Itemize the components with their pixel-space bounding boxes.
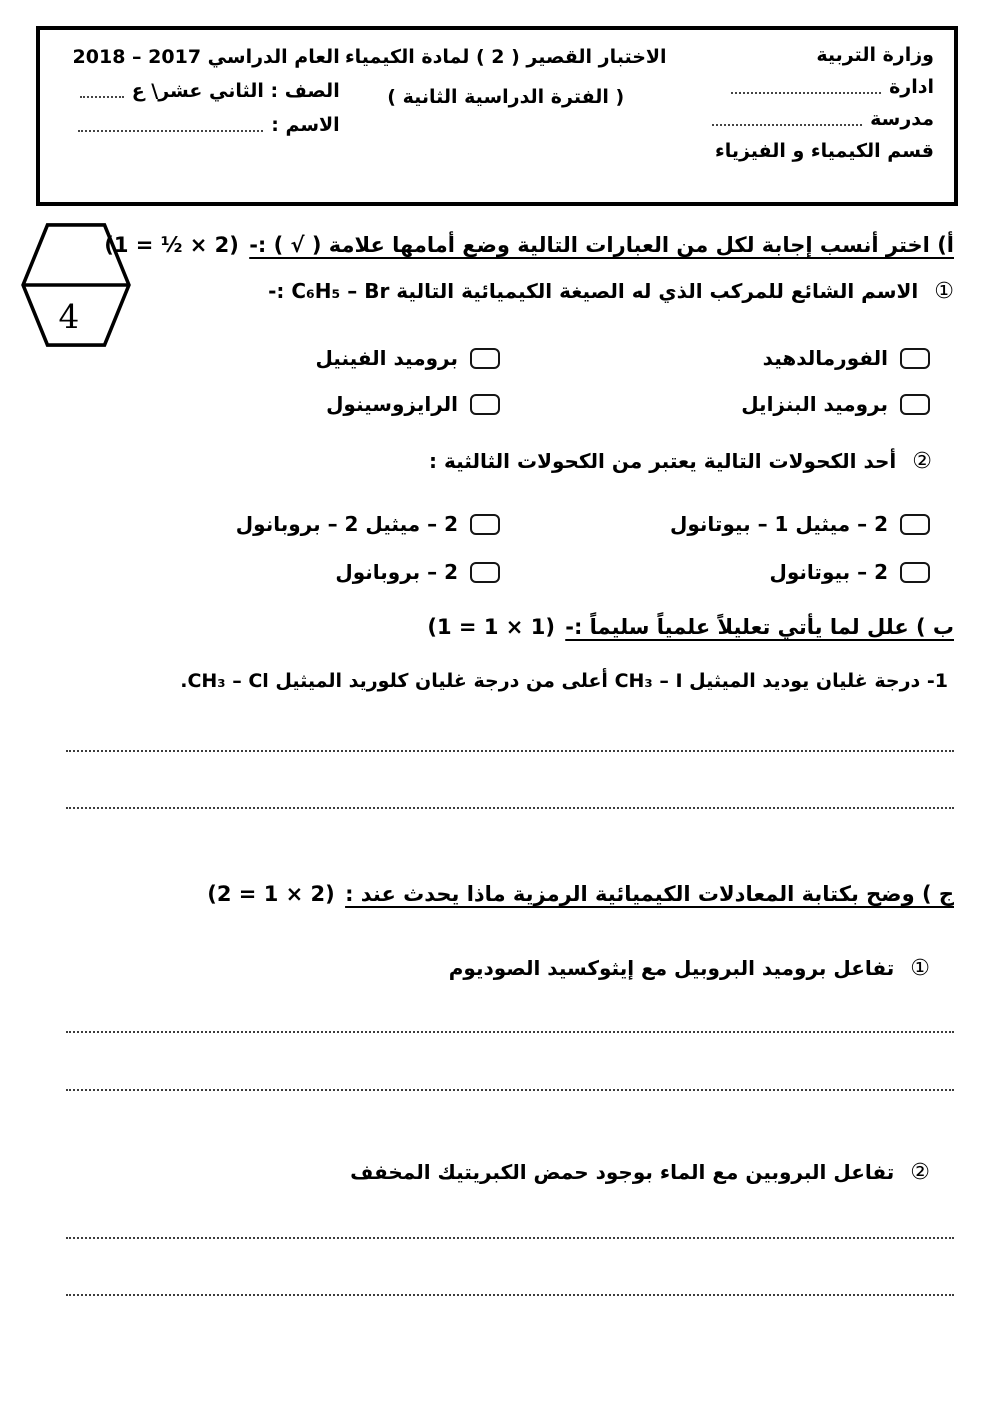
answer-option <box>70 392 500 416</box>
administration-input-line[interactable] <box>731 80 881 94</box>
answer-checkbox[interactable] <box>900 562 930 583</box>
question-1-number: ① <box>934 279 954 304</box>
answer-option-label: الفورمالدهيد <box>762 346 888 370</box>
answer-option <box>70 346 500 370</box>
name-label: الاسم : <box>271 114 340 136</box>
school-row <box>672 108 934 130</box>
answer-option <box>70 512 500 536</box>
answer-checkbox[interactable] <box>900 514 930 535</box>
question-2-options <box>70 512 930 584</box>
score-value: 4 <box>58 297 80 336</box>
section-c-heading-text: ج ) وضح بكتابة المعادلات الكيميائية الرمزية ماذا يحدث عند : <box>345 882 954 906</box>
answer-option-label: الرايزوسينول <box>326 392 458 416</box>
answer-option-label: 2 – ميثيل 1 – بيوتانول <box>669 512 888 536</box>
answer-checkbox[interactable] <box>470 394 500 415</box>
answer-option-label: 2 – بيوتانول <box>769 560 888 584</box>
header-left-column <box>60 44 340 194</box>
answer-option-label: بروميد البنزايل <box>741 392 888 416</box>
question-1-text: الاسم الشائع للمركب الذي له الصيغة الكيميائية التالية C₆H₅ – Br :- <box>268 279 919 303</box>
grade-row <box>60 80 340 102</box>
section-c-heading <box>36 882 954 906</box>
header-box <box>36 26 958 206</box>
answer-option-label: 2 – ميثيل 2 – بروبانول <box>235 512 458 536</box>
section-a-heading <box>36 233 954 257</box>
answer-checkbox[interactable] <box>470 348 500 369</box>
section-a-marks: (2 × ½ = 1) <box>104 233 239 257</box>
section-b-heading <box>36 615 954 639</box>
answer-dotted-line[interactable] <box>66 1237 954 1239</box>
answer-checkbox[interactable] <box>470 562 500 583</box>
section-c-item-1 <box>36 956 930 981</box>
grade-input-line[interactable] <box>80 84 124 98</box>
section-a-heading-text: أ) اختر أنسب إجابة لكل من العبارات التالية وضع أمامها علامة ( √ ) :- <box>249 233 954 257</box>
answer-dotted-line[interactable] <box>66 1089 954 1091</box>
administration-row <box>672 76 934 98</box>
section-c-item-2-number: ② <box>910 1160 930 1185</box>
answer-checkbox[interactable] <box>470 514 500 535</box>
answer-checkbox[interactable] <box>900 394 930 415</box>
name-row <box>60 114 340 136</box>
section-b-heading-text: ب ) علل لما يأتي تعليلاً علمياً سليماً :- <box>565 615 954 639</box>
section-b-item-1: 1- درجة غليان يوديد الميثيل CH₃ – I أعلى من درجة غليان كلوريد الميثيل CH₃ – Cl. <box>180 670 948 692</box>
answer-option <box>500 392 930 416</box>
grade-label: الصف : الثاني عشر\ ع <box>131 80 340 102</box>
answer-option-label: 2 – بروبانول <box>335 560 458 584</box>
question-1 <box>36 279 954 304</box>
question-2 <box>36 449 932 474</box>
ministry-title: وزارة التربية <box>816 44 934 66</box>
answer-option <box>500 346 930 370</box>
section-c-item-2-text: تفاعل البروبين مع الماء بوجود حمض الكبريتيك المخفف <box>350 1160 895 1184</box>
section-b-marks: (1 × 1 = 1) <box>427 615 555 639</box>
answer-dotted-line[interactable] <box>66 1294 954 1296</box>
question-1-options <box>70 346 930 416</box>
section-c-item-1-number: ① <box>910 956 930 981</box>
answer-checkbox[interactable] <box>900 348 930 369</box>
question-2-number: ② <box>912 449 932 474</box>
answer-option <box>70 560 500 584</box>
answer-option <box>500 512 930 536</box>
section-c-item-2 <box>36 1160 930 1185</box>
section-c-item-1-text: تفاعل بروميد البروبيل مع إيثوكسيد الصوديوم <box>448 956 895 980</box>
exam-period: ( الفترة الدراسية الثانية ) <box>387 86 625 108</box>
school-label: مدرسة <box>870 108 934 130</box>
section-c-marks: (2 × 1 = 2) <box>207 882 335 906</box>
answer-dotted-line[interactable] <box>66 750 954 752</box>
question-2-text: أحد الكحولات التالية يعتبر من الكحولات الثالثية : <box>429 449 897 473</box>
exam-title: الاختبار القصير ( 2 ) لمادة الكيمياء <box>344 46 667 68</box>
header-center-column <box>340 44 672 194</box>
header-right-column <box>672 44 934 194</box>
answer-option <box>500 560 930 584</box>
name-input-line[interactable] <box>78 118 263 132</box>
department-title: قسم الكيمياء و الفيزياء <box>714 140 934 162</box>
administration-label: ادارة <box>889 76 934 98</box>
answer-option-label: بروميد الفينيل <box>315 346 458 370</box>
school-input-line[interactable] <box>712 112 862 126</box>
academic-year: العام الدراسي 2017 – 2018 <box>72 46 340 68</box>
answer-dotted-line[interactable] <box>66 1031 954 1033</box>
answer-dotted-line[interactable] <box>66 807 954 809</box>
